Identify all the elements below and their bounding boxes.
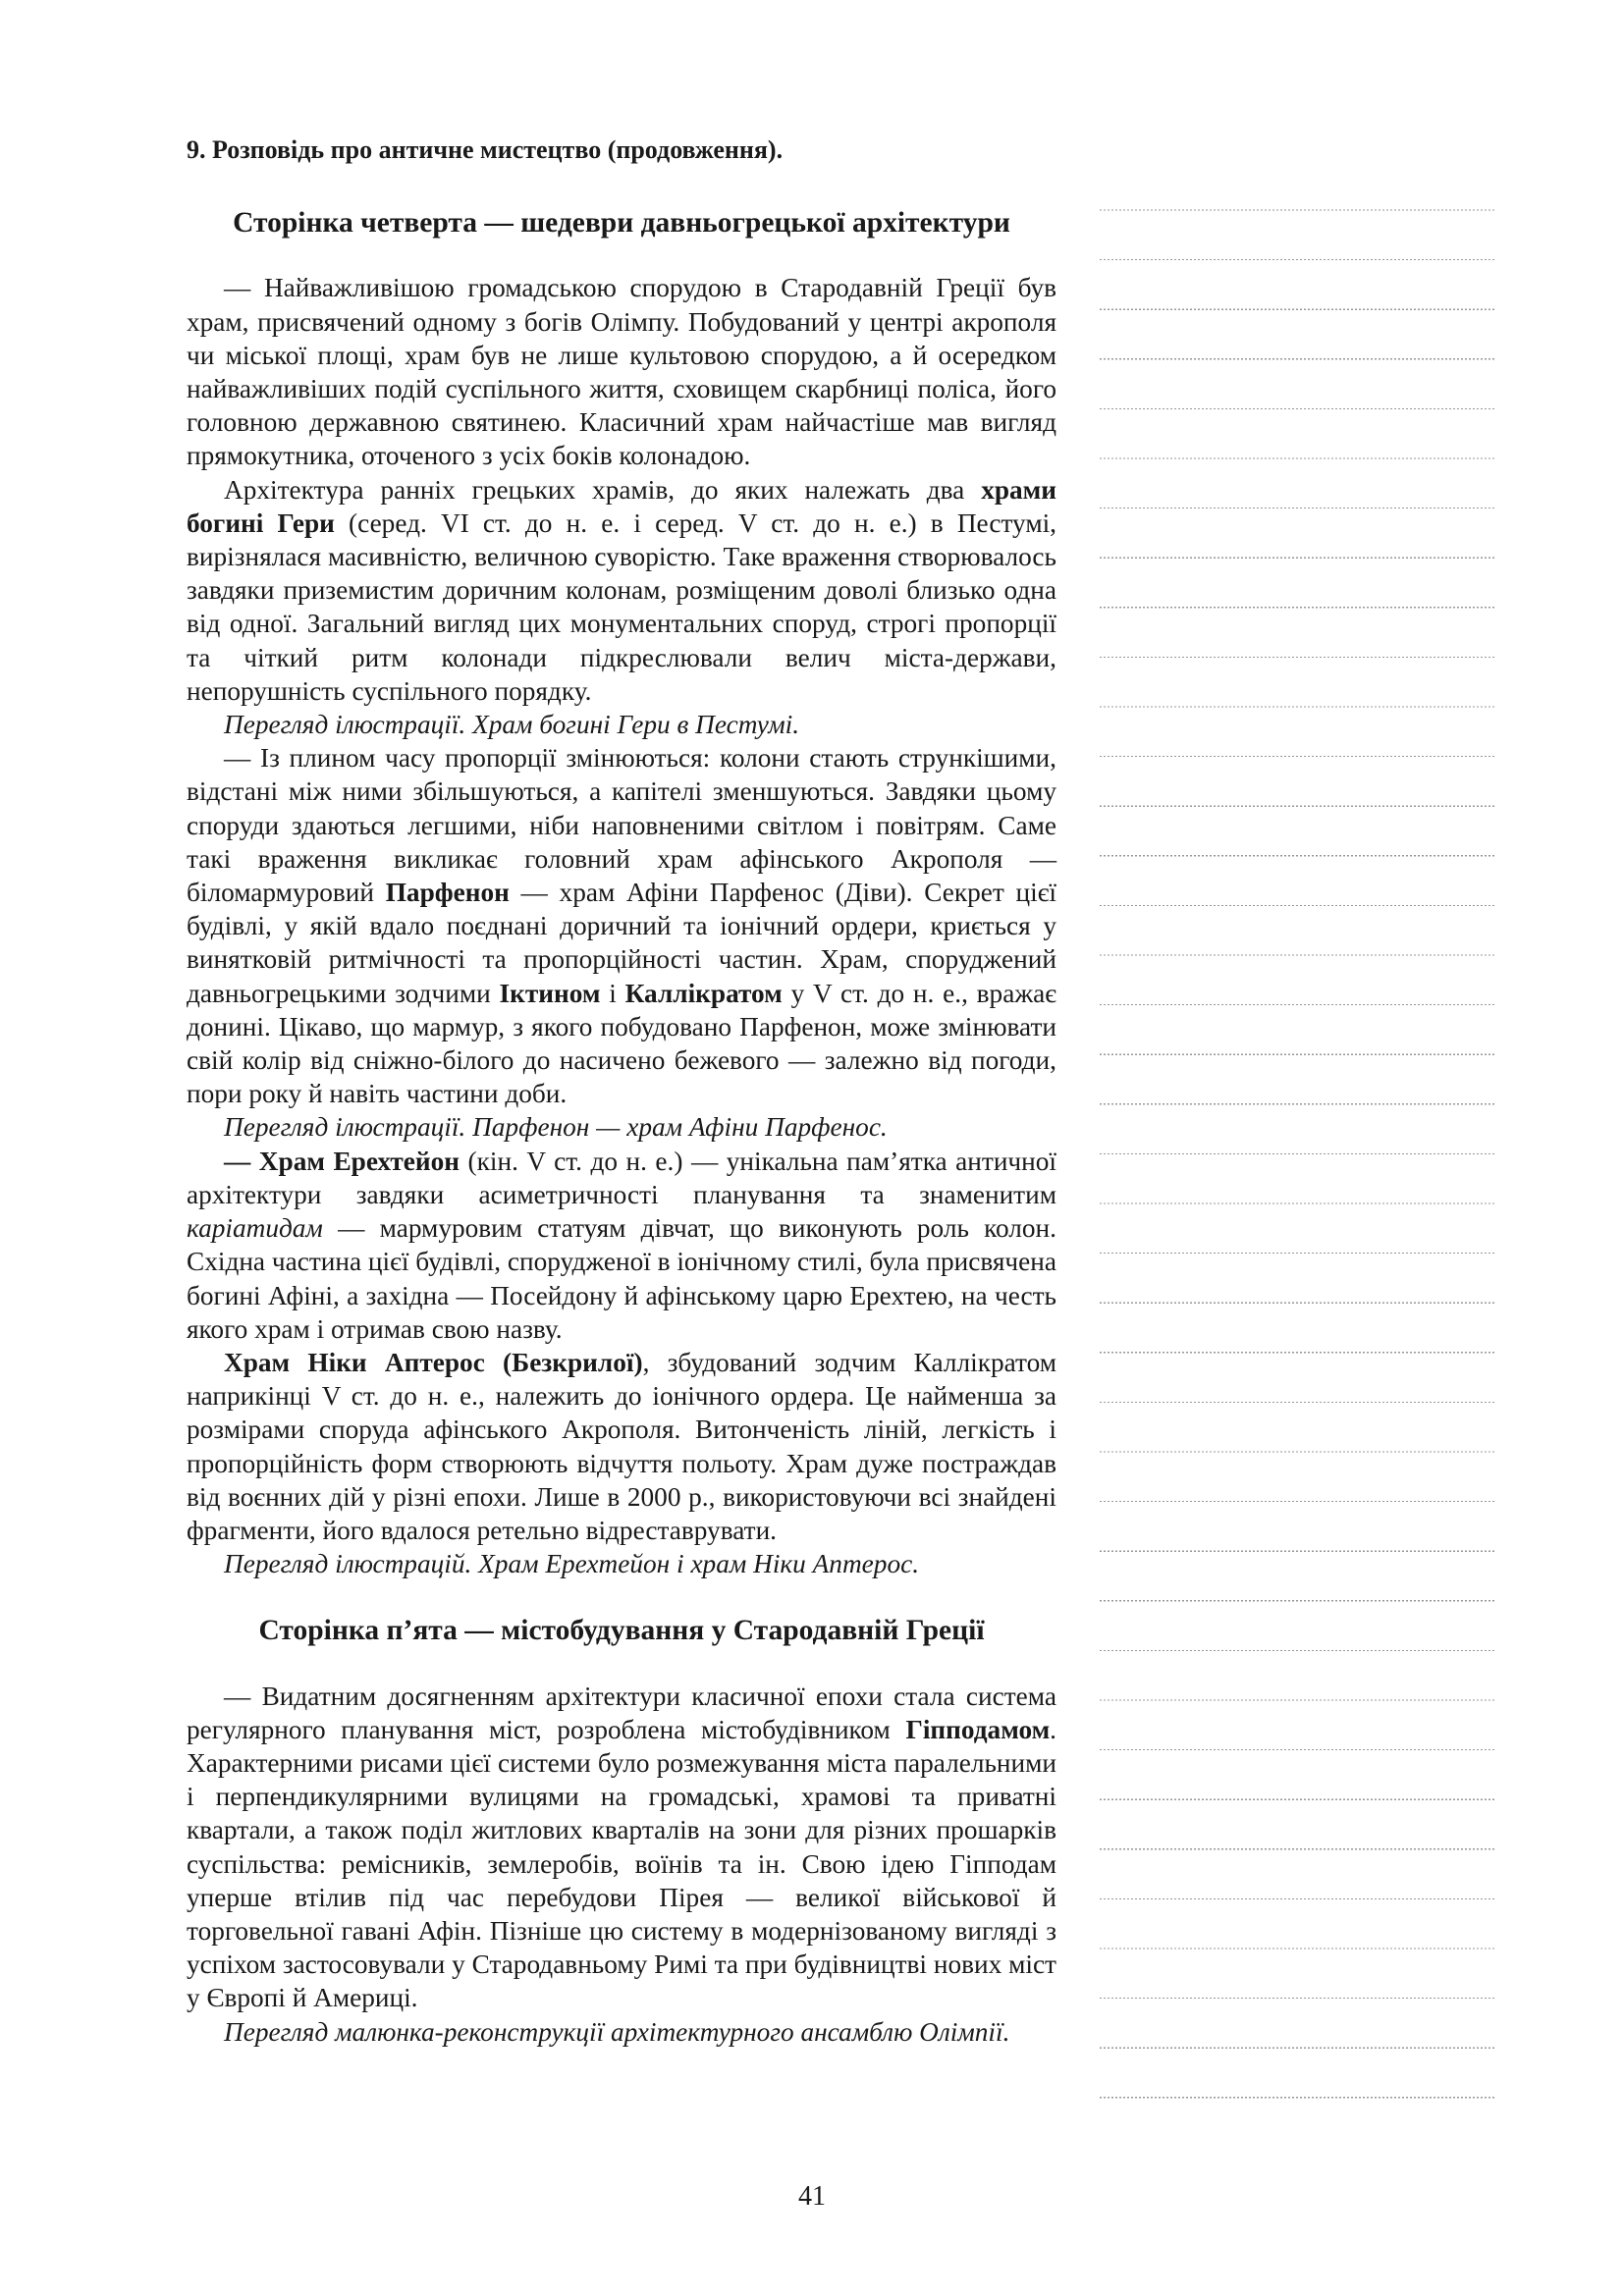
paragraph-erechtheion: — Храм Ерехтейон (кін. V ст. до н. е.) — унікальна пам’ятка античної архітектури завдяки асиметричності планування та знаменитим каріатидам — мармуровим статуям дівчат, що виконують роль колон. Східна частина цієї будівлі, спорудженої в іонічному стилі, була присвячена богині Афіні, а західна — Посейдону й афінському царю Ерехтею, на честь якого храм і отримав свою назву. <box>187 1146 1056 1344</box>
term-hippodamus: Гіпподамом <box>905 1714 1051 1744</box>
lesson-step-heading: 9. Розповідь про античне мистецтво (продовження). <box>187 135 784 164</box>
paragraph-early-temples: Архітектура ранніх грецьких храмів, до яких належать два храми богині Гери (серед. VI ст. до н. е. і серед. V ст. до н. е.) в Пестумі, вирізнялася масивністю, величною суворістю. Таке враження створювалось завдяки приземистим доричним колонам, розміщеним доволі близько одна від одної. Загальний вигляд цих монументальних споруд, строгі пропорції та чіткий ритм колонади підкреслювали велич міста-держави, непорушність суспільного порядку. <box>187 474 1057 706</box>
paragraph-nike-apteros: Храм Ніки Аптерос (Безкрилої), збудований зодчим Каллікратом наприкінці V ст. до н. е., належить до іонічного ордера. Це найменша за розмірами споруда афінського Акрополя. Витонченість ліній, легкість і пропорційність форм створюють відчуття польоту. Храм дуже постраждав від воєнних дій у різні епохи. Лише в 2000 р., використовуючи всі знайдені фрагменти, його вдалося ретельно відреставрувати. <box>187 1347 1056 1545</box>
term-hera-temples: храми богині Гери <box>187 474 1056 538</box>
paragraph-parthenon: — Із плином часу пропорції змінюються: колони стають стрункішими, відстані між ними збільшуються, а капітелі зменшуються. Завдяки цьому споруди здаються легшими, ніби наповненими світлом і повітрям. Саме такі враження викликає головний храм афінського Акрополя — біломармуровий Парфенон — храм Афіни Парфенос (Діви). Секрет цієї будівлі, у якій вдало поєднані доричний та іонічний ордери, криється у винятковій ритмічності та пропорційності частин. Храм, споруджений давньогрецькими зодчими Іктином і Каллікратом у V ст. до н. е., вражає донині. Цікаво, що мармур, з якого побудовано Парфенон, може змінювати свій колір від сніжно-білого до насичено бежевого — залежно від погоди, пори року й навіть частини доби. <box>187 743 1057 1109</box>
term-kallikrates: Каллікратом <box>624 978 783 1008</box>
notes-ruled-lines <box>1098 162 1496 2145</box>
term-iktinos: Іктином <box>499 978 601 1008</box>
term-nike-apteros: Храм Ніки Аптерос (Безкрилої) <box>224 1347 643 1377</box>
page-number: 41 <box>798 2181 826 2212</box>
section-title-architecture: Сторінка четверта — шедеври давньогрецької архітектури <box>233 207 1010 240</box>
term-caryatids: каріатидам <box>187 1213 323 1244</box>
section-title-urban-planning: Сторінка п’ята — містобудування у Стародавній Греції <box>258 1615 985 1647</box>
paragraph-temple-intro: — Найважливішою громадською спорудою в Стародавній Греції був храм, присвячений одному з богів Олімпу. Побудований у центрі акрополя чи міської площі, храм був не лише культовою спорудою, а й осередком найважливіших подій суспільного життя, сховищем скарбниці поліса, його головною державною святинею. Класичний храм найчастіше мав вигляд прямокутника, оточеного з усіх боків колонадою. <box>187 273 1056 471</box>
paragraph-hippodamus: — Видатним досягненням архітектури класичної епохи стала система регулярного планування міст, розроблена містобудівником Гіпподамом. Характерними рисами цієї системи було розмежування міста паралельними і перпендикулярними вулицями на громадські, храмові та приватні квартали, а також поділ житлових кварталів на зони для різних прошарків суспільства: ремісників, землеробів, воїнів та ін. Свою ідею Гіпподам уперше втілив під час перебудови Пірея — великої військової й торговельної гавані Афін. Пізніше цю систему в модернізованому вигляді з успіхом застосовували у Стародавньому Римі та при будівництві нових міст у Європі й Америці. <box>187 1681 1056 2013</box>
caption-olympia: Перегляд малюнка-реконструкції архітектурного ансамблю Олімпії. <box>224 2016 1010 2047</box>
term-parthenon: Парфенон <box>385 878 510 908</box>
term-erechtheion: — Храм Ерехтейон <box>224 1146 460 1176</box>
caption-hera-temple: Перегляд ілюстрації. Храм богині Гери в Пестумі. <box>224 710 800 740</box>
main-text-column <box>187 133 1056 2049</box>
caption-parthenon: Перегляд ілюстрації. Парфенон — храм Афіни Парфенос. <box>224 1112 888 1143</box>
caption-erechtheion-nike: Перегляд ілюстрацій. Храм Ерехтейон і храм Ніки Аптерос. <box>224 1549 920 1579</box>
